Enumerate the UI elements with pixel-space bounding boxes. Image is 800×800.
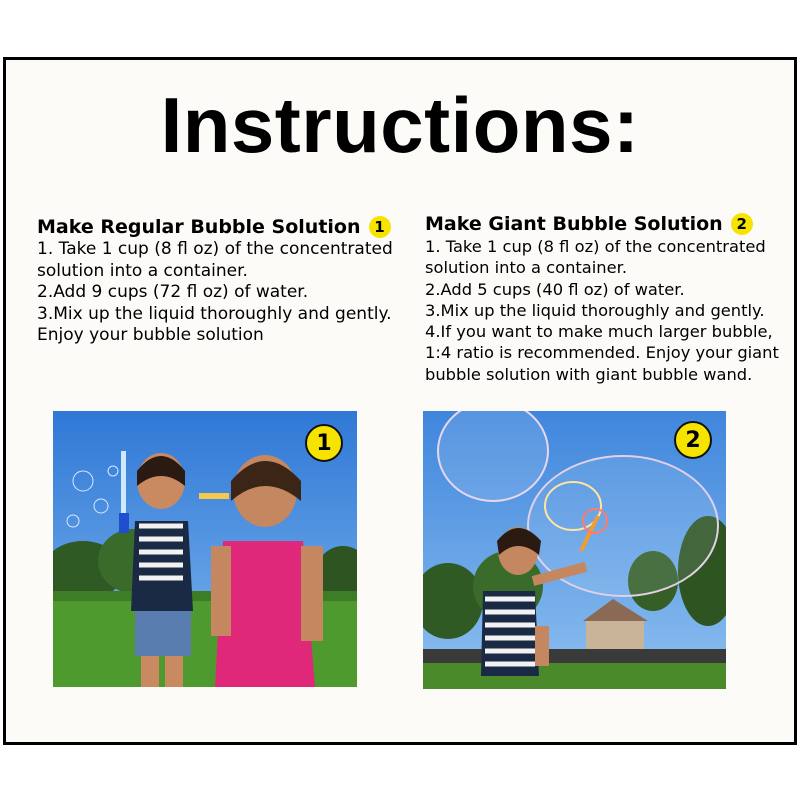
photo-girl-giant-bubble-wand xyxy=(423,411,726,689)
giant-step-3: 3.Mix up the liquid thoroughly and gently. xyxy=(425,300,765,320)
giant-step-1: 1. Take 1 cup (8 fl oz) of the concentrated solution into a container. xyxy=(425,237,766,278)
regular-step-2: 2.Add 9 cups (72 fl oz) of water. xyxy=(37,282,309,302)
giant-solution-heading-text: Make Giant Bubble Solution xyxy=(425,213,723,235)
giant-solution-section xyxy=(425,212,793,385)
photo-two-badge: 2 xyxy=(674,421,712,459)
photo-one-badge: 1 xyxy=(305,424,343,462)
photo-two-girls-blowing-bubbles xyxy=(53,411,357,687)
giant-solution-heading xyxy=(425,212,793,236)
giant-step-4: 4.If you want to make much larger bubble, 1:4 ratio is recommended. Enjoy your giant bubble solution with giant bubble wand. xyxy=(425,322,779,384)
regular-solution-heading-text: Make Regular Bubble Solution xyxy=(37,216,361,238)
giant-step-2: 2.Add 5 cups (40 fl oz) of water. xyxy=(425,279,685,299)
page-title: Instructions: xyxy=(160,81,640,169)
number-one-badge: 1 xyxy=(369,216,391,238)
regular-solution-heading xyxy=(37,215,407,239)
regular-step-1: 1. Take 1 cup (8 fl oz) of the concentrated solution into a container. xyxy=(37,239,393,281)
regular-solution-section xyxy=(37,215,407,347)
regular-step-3: 3.Mix up the liquid thoroughly and gently. Enjoy your bubble solution xyxy=(37,303,392,345)
number-two-badge: 2 xyxy=(731,213,753,235)
